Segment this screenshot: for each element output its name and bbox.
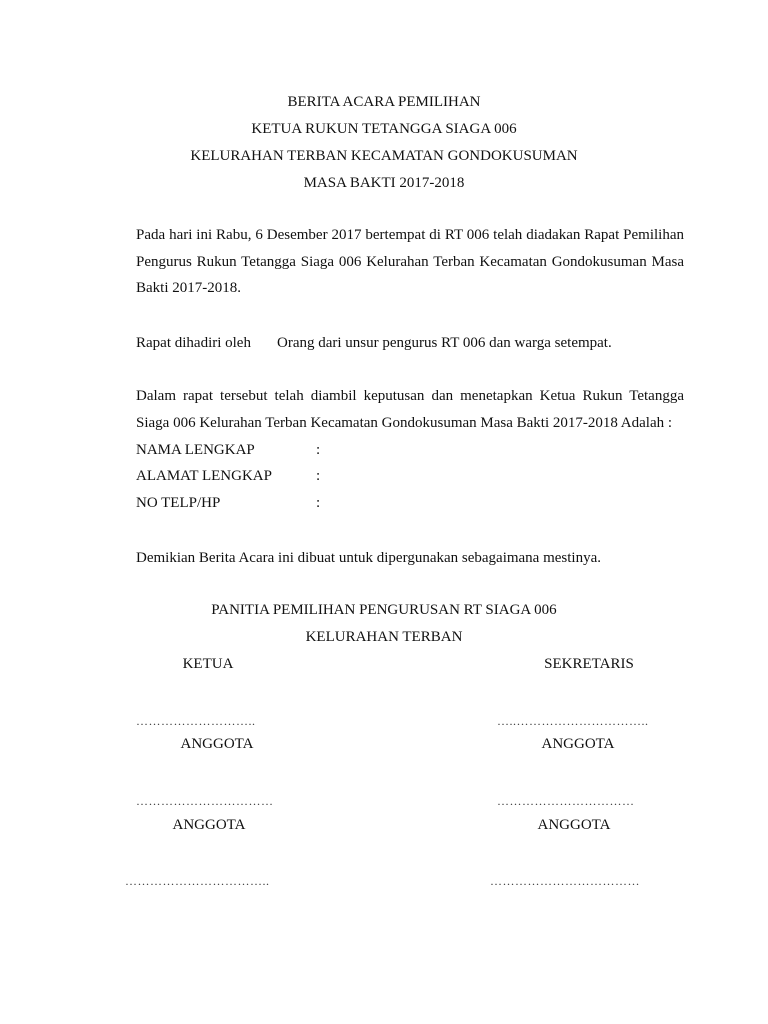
signature-line-anggota-3: ……………………………..	[125, 874, 270, 888]
field-colon-alamat: :	[316, 468, 321, 484]
title-line-2: KETUA RUKUN TETANGGA SIAGA 006	[251, 121, 517, 137]
role-anggota-2: ANGGOTA	[541, 736, 615, 752]
role-anggota-1: ANGGOTA	[180, 736, 254, 752]
role-anggota-3: ANGGOTA	[172, 817, 246, 833]
intro-paragraph: Pada hari ini Rabu, 6 Desember 2017 bertempat di RT 006 telah diadakan Rapat Pemilihan Pengurus Rukun Tetangga Siaga 006 Kelurahan Terban Kecamatan Gondokusuman Masa Bakti 2017-2018.	[136, 227, 684, 296]
field-colon-telp: :	[316, 495, 321, 511]
signature-line-anggota-1: ……………………………	[136, 794, 274, 808]
role-ketua: KETUA	[182, 656, 234, 672]
field-colon-nama: :	[316, 442, 321, 458]
signature-line-sekretaris: …..…………………………..	[497, 714, 649, 728]
title-line-1: BERITA ACARA PEMILIHAN	[287, 94, 481, 110]
title-line-3: KELURAHAN TERBAN KECAMATAN GONDOKUSUMAN	[190, 148, 578, 164]
field-label-telp: NO TELP/HP	[136, 495, 221, 511]
role-anggota-4: ANGGOTA	[537, 817, 611, 833]
signature-line-anggota-4: ………………………………	[490, 874, 640, 888]
role-sekretaris: SEKRETARIS	[544, 656, 634, 672]
signature-line-ketua: ………………………..	[136, 714, 256, 728]
signature-line-anggota-2: ……………………………	[497, 794, 635, 808]
closing-statement: Demikian Berita Acara ini dibuat untuk dipergunakan sebagaimana mestinya.	[136, 550, 601, 566]
field-label-alamat: ALAMAT LENGKAP	[136, 468, 272, 484]
decision-paragraph: Dalam rapat tersebut telah diambil keputusan dan menetapkan Ketua Rukun Tetangga Siaga 006 Kelurahan Terban Kecamatan Gondokusuman Masa Bakti 2017-2018 Adalah :	[136, 388, 684, 431]
attendance-label: Rapat dihadiri oleh	[136, 335, 251, 351]
committee-subtitle: KELURAHAN TERBAN	[305, 629, 463, 645]
field-label-nama: NAMA LENGKAP	[136, 442, 255, 458]
committee-title: PANITIA PEMILIHAN PENGURUSAN RT SIAGA 006	[211, 602, 557, 618]
attendance-text: Orang dari unsur pengurus RT 006 dan warga setempat.	[277, 335, 612, 351]
title-line-4: MASA BAKTI 2017-2018	[303, 175, 465, 191]
